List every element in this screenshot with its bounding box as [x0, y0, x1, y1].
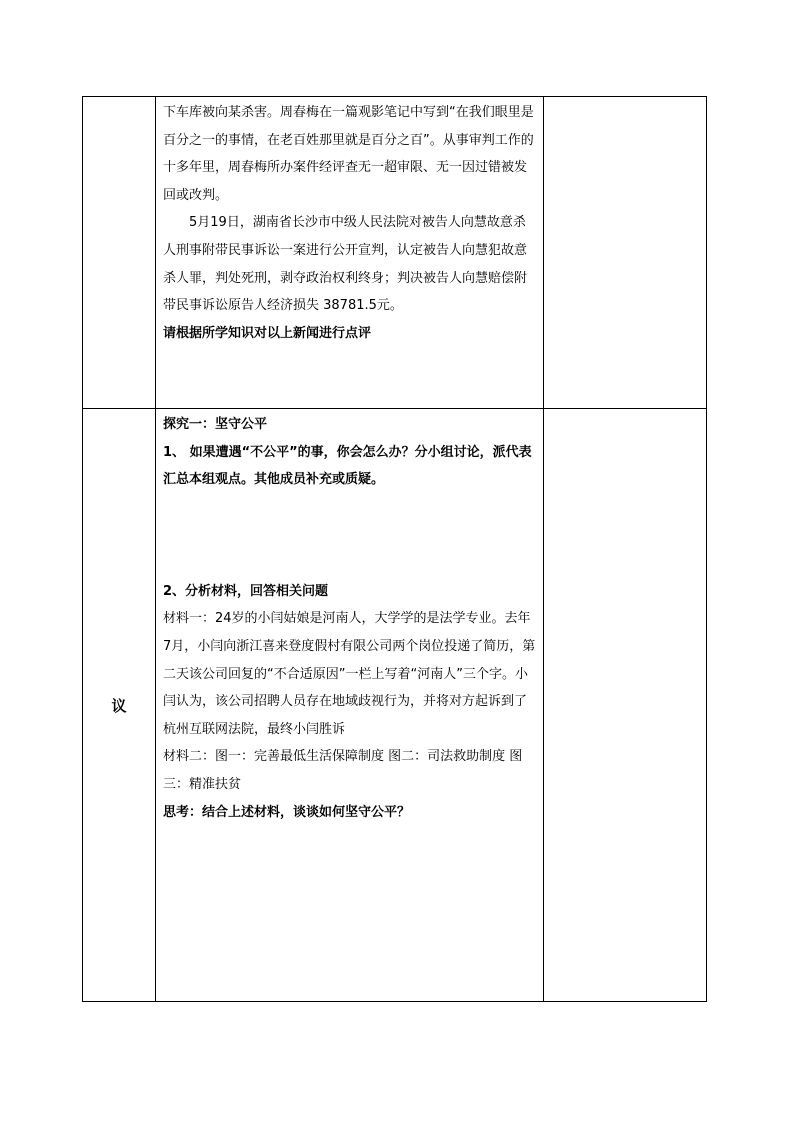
comment-prompt: 请根据所学知识对以上新闻进行点评 [163, 325, 372, 341]
news-paragraph-2: 5月19日，湖南省长沙市中级人民法院对被告人向慧故意杀人刑事附带民事诉讼一案进行公开宣判，认定被告人向慧犯故意杀人罪，判处死刑，剥夺政治权利终身；判决被告人向慧赔偿附带民事诉讼原告人经济损失 38781.5元。 [163, 215, 528, 314]
question-1: 1、 如果遭遇“不公平”的事，你会怎么办？分小组讨论，派代表汇总本组观点。其他成员补充或质疑。 [163, 444, 532, 488]
material-2: 材料二：图一：完善最低生活保障制度 图二：司法救助制度 图三：精准扶贫 [163, 749, 523, 792]
notes-cell [544, 97, 707, 409]
discussion-heading: 探究一：坚守公平 [163, 417, 268, 432]
lesson-table [82, 96, 707, 1002]
table-row [83, 409, 707, 1002]
label-cell-empty [83, 97, 156, 409]
material-1: 材料一：24岁的小闫姑娘是河南人，大学学的是法学专业。去年7月，小闫向浙江喜来登度假村有限公司两个岗位投递了简历，第二天该公司回复的“不合适原因”一栏上写着“河南人”三个字。小闫认为，该公司招聘人员存在地域歧视行为，并将对方起诉到了杭州互联网法院，最终小闫胜诉 [163, 611, 536, 737]
news-content-cell [156, 97, 544, 409]
table-row [83, 97, 707, 409]
notes-cell [544, 409, 707, 1002]
answer-space-1 [163, 494, 537, 578]
thinking-question: 思考：结合上述材料，谈谈如何坚守公平？ [163, 804, 411, 820]
news-paragraph-1: 下车库被向某杀害。周春梅在一篇观影笔记中写到“在我们眼里是百分之一的事情，在老百姓那里就是百分之百”。从事审判工作的十多年里，周春梅所办案件经评查无一超审限、无一因过错被发回或改判。 [163, 105, 534, 203]
discussion-content-cell [156, 409, 544, 1002]
question-2: 2、分析材料，回答相关问题 [163, 583, 329, 599]
section-label: 议 [83, 409, 156, 1002]
